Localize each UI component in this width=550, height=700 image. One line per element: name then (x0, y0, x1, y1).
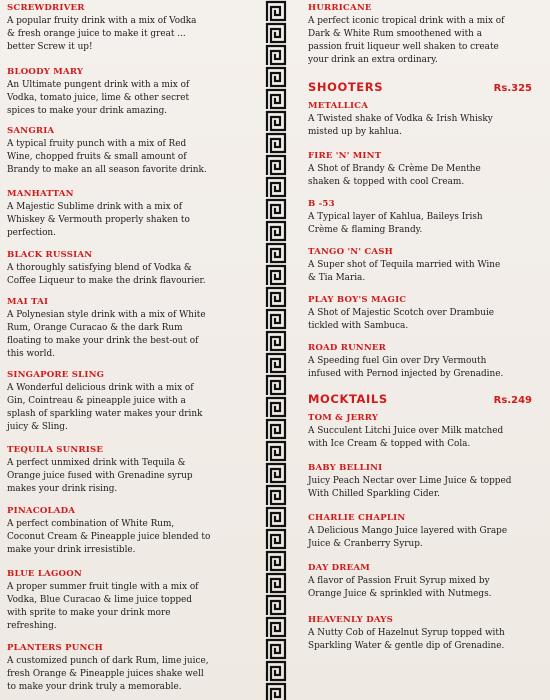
item-title: CHARLIE CHAPLIN (308, 513, 406, 523)
menu-item-manhattan (7, 188, 190, 240)
item-description: A Nutty Cob of Hazelnut Syrup topped with Sparkling Water & gentle dip of Grenadine. (308, 628, 505, 651)
item-description: A Polynesian style drink with a mix of White Rum, Orange Curacao & the dark Rum floating to make your drink the best-out of this world. (7, 310, 206, 359)
item-description: A Wonderful delicious drink with a mix of Gin, Cointreau & pineapple juice with a splash of sparkling water makes your drink juicy & Sling. (7, 383, 203, 432)
mocktails-header (308, 392, 546, 406)
item-description: A Super shot of Tequila married with Wine & Tia Maria. (308, 260, 501, 283)
menu-item-planters-punch (7, 642, 209, 694)
menu-item-heavenly-days (308, 614, 505, 653)
item-title: BLOODY MARY (7, 67, 84, 77)
menu-item-screwdriver (7, 2, 196, 54)
item-title: MANHATTAN (7, 189, 74, 199)
item-description: A Majestic Sublime drink with a mix of Whiskey & Vermouth properly shaken to perfection. (7, 202, 190, 238)
item-description: A Typical layer of Kahlua, Baileys Irish Crème & flaming Brandy. (308, 212, 483, 235)
item-description: A Shot of Brandy & Crème De Menthe shaken & topped with cool Cream. (308, 164, 481, 187)
item-title: FIRE 'N' MINT (308, 151, 382, 161)
section-title: SHOOTERS (308, 80, 384, 94)
item-description: A perfect iconic tropical drink with a mix of Dark & White Rum smoothened with a passion fruit liqueur well shaken to create your drink an extra ordinary. (308, 16, 505, 65)
item-description: A perfect unmixed drink with Tequila & Orange juice fused with Grenadine syrup makes your drink rising. (7, 458, 193, 494)
item-title: BLUE LAGOON (7, 569, 82, 579)
item-description: A proper summer fruit tingle with a mix of Vodka, Blue Curacao & lime juice topped with sprite to make your drink more refreshing. (7, 582, 199, 631)
section-price: Rs.249 (493, 395, 532, 406)
menu-item-hurricane (308, 2, 504, 67)
item-title: B -53 (308, 199, 335, 209)
item-description: A Twisted shake of Vodka & Irish Whisky misted up by kahlua. (308, 114, 493, 137)
item-description: A customized punch of dark Rum, lime juice, fresh Orange & Pineapple juices shake well to make your drink truly a memorable. (7, 656, 209, 692)
item-title: SCREWDRIVER (7, 3, 85, 13)
menu-item-black-russian (7, 249, 206, 288)
item-title: SANGRIA (7, 126, 55, 136)
menu-item-pinacolada (7, 505, 210, 557)
section-price: Rs.325 (493, 83, 532, 94)
menu-item-mai-tai (7, 296, 206, 361)
menu-item-metallica (308, 100, 493, 139)
item-description: A popular fruity drink with a mix of Vodka & fresh orange juice to make it great ... better Screw it up! (7, 16, 197, 52)
item-description: A perfect combination of White Rum, Coconut Cream & Pineapple juice blended to make your drink irresistible. (7, 519, 211, 555)
item-description: A thoroughly satisfying blend of Vodka & Coffee Liqueur to make the drink flavourier. (7, 263, 206, 286)
menu-item-blue-lagoon (7, 568, 198, 633)
item-description: A Shot of Majestic Scotch over Drambuie tickled with Sambuca. (308, 308, 495, 331)
item-description: A flavor of Passion Fruit Syrup mixed by Orange Juice & sprinkled with Nutmegs. (308, 576, 492, 599)
shooters-header (308, 80, 546, 94)
item-title: BABY BELLINI (308, 463, 383, 473)
item-title: TANGO 'N' CASH (308, 247, 394, 257)
menu-item-singapore-sling (7, 369, 202, 434)
menu-item-road-runner (308, 342, 503, 381)
item-description: Juicy Peach Nectar over Lime Juice & topped With Chilled Sparkling Cider. (308, 476, 512, 499)
item-title: ROAD RUNNER (308, 343, 386, 353)
greek-key-border (264, 0, 288, 700)
menu-item-bloody-mary (7, 66, 189, 118)
item-title: DAY DREAM (308, 563, 370, 573)
menu-item-play-boys-magic (308, 294, 494, 333)
menu-item-tom-and-jerry (308, 412, 503, 451)
item-title: TOM & JERRY (308, 413, 379, 423)
item-description: An Ultimate pungent drink with a mix of Vodka, tomato juice, lime & other secret spices to make your drink amazing. (7, 80, 190, 116)
item-title: HURRICANE (308, 3, 372, 13)
item-title: PINACOLADA (7, 506, 76, 516)
item-description: A Succulent Litchi Juice over Milk matched with Ice Cream & topped with Cola. (308, 426, 504, 449)
item-description: A Speeding fuel Gin over Dry Vermouth infused with Pernod injected by Grenadine. (308, 356, 504, 379)
menu-item-day-dream (308, 562, 491, 601)
item-title: HEAVENLY DAYS (308, 615, 394, 625)
item-title: PLAY BOY'S MAGIC (308, 295, 407, 305)
item-title: BLACK RUSSIAN (7, 250, 93, 260)
menu-item-b53 (308, 198, 483, 237)
item-title: METALLICA (308, 101, 369, 111)
menu-item-baby-bellini (308, 462, 511, 501)
item-title: TEQUILA SUNRISE (7, 445, 104, 455)
item-title: SINGAPORE SLING (7, 370, 105, 380)
menu-item-sangria (7, 125, 207, 177)
item-description: A typical fruity punch with a mix of Red Wine, chopped fruits & small amount of Brandy to make an all season favorite drink. (7, 139, 207, 175)
menu-item-charlie-chaplin (308, 512, 507, 551)
item-description: A Delicious Mango Juice layered with Grape Juice & Cranberry Syrup. (308, 526, 508, 549)
menu-item-tango-n-cash (308, 246, 500, 285)
menu-item-tequila-sunrise (7, 444, 193, 496)
section-title: MOCKTAILS (308, 392, 388, 406)
item-title: MAI TAI (7, 297, 49, 307)
item-title: PLANTERS PUNCH (7, 643, 103, 653)
menu-item-fire-n-mint (308, 150, 481, 189)
